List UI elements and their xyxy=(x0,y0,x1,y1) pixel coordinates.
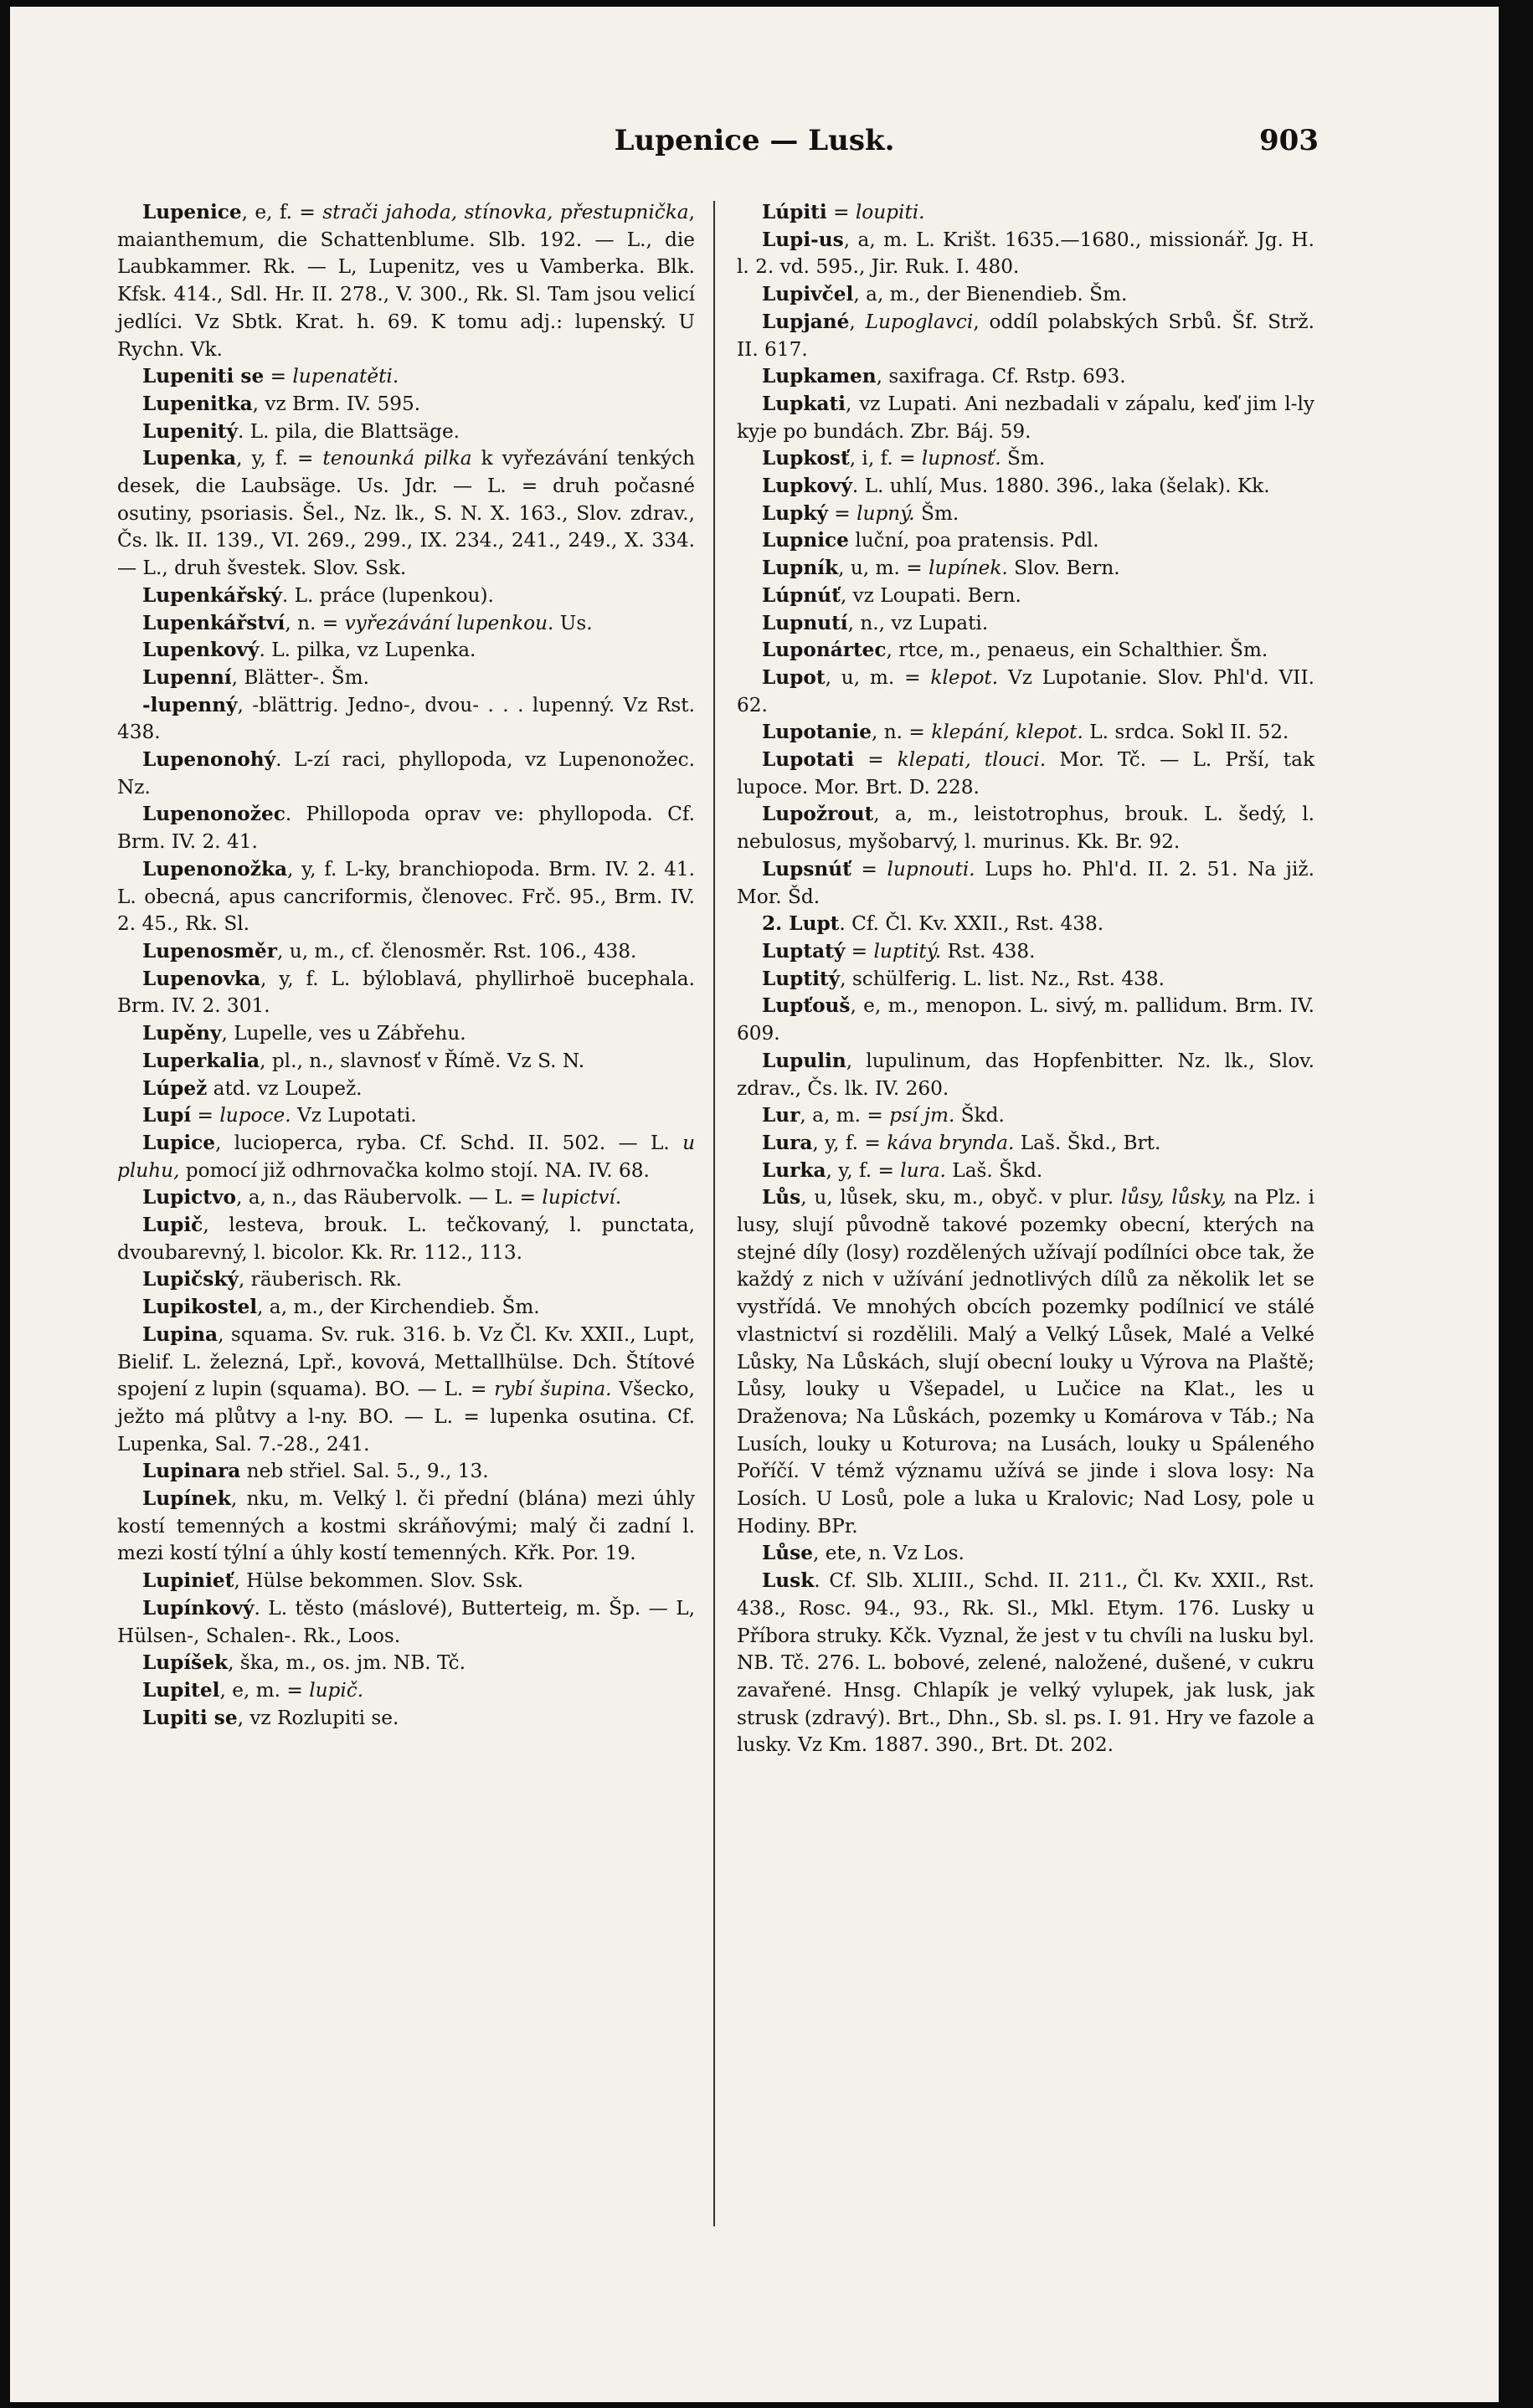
headword: Luptitý xyxy=(762,967,841,990)
entry-rest: Laš. Škd., Brt. xyxy=(1014,1131,1161,1154)
dictionary-entry xyxy=(737,363,1314,391)
entry-rest: pomocí již odhrnovačka kolmo stojí. NA. IV. 68. xyxy=(179,1158,650,1182)
entry-text: = xyxy=(851,857,887,881)
entry-italic: strači jahoda, stínovka, přestupnička xyxy=(322,201,689,223)
dictionary-entry xyxy=(117,938,695,966)
headword: Lupotati xyxy=(762,748,855,772)
entry-text: , e, m., menopon. L. sivý, m. pallidum. Brm. IV. 609. xyxy=(737,994,1314,1045)
dictionary-entry xyxy=(117,1048,695,1076)
headword: Lupenice xyxy=(142,201,242,223)
headword: Lúpnúť xyxy=(762,583,841,607)
dictionary-entry xyxy=(117,801,695,855)
dictionary-entry xyxy=(117,966,695,1020)
headword: Lupinieť xyxy=(142,1569,234,1593)
entry-text: , lucioperca, ryba. Cf. Schd. II. 502. — L. xyxy=(215,1131,683,1154)
dictionary-entry xyxy=(737,966,1314,993)
headword: Lupnutí xyxy=(762,611,848,634)
dictionary-entry xyxy=(737,501,1314,528)
entry-text: . L. pilka, vz Lupenka. xyxy=(259,639,476,662)
entry-text: , y, f. = xyxy=(812,1131,887,1154)
entry-text: . Phillopoda oprav ve: phyllopoda. Cf. Brm. IV. 2. 41. xyxy=(117,803,695,854)
dictionary-entry xyxy=(737,1184,1314,1540)
dictionary-entry xyxy=(737,719,1314,747)
headword: Lůs xyxy=(762,1186,801,1209)
headword: Lúpiti xyxy=(762,201,827,223)
entry-rest: Mor. Tč. — L. Prší, tak lupoce. Mor. Brt. D. 228. xyxy=(737,748,1314,798)
left-column xyxy=(117,199,695,1732)
dictionary-entry xyxy=(117,1486,695,1568)
headword: Lupkosť xyxy=(762,447,850,470)
dictionary-entry xyxy=(737,993,1314,1047)
entry-rest: Laš. Škd. xyxy=(945,1158,1043,1182)
running-title: Lupenice — Lusk. xyxy=(614,124,895,157)
entry-italic: klepání, klepot. xyxy=(931,721,1083,744)
dictionary-entry xyxy=(737,1130,1314,1158)
dictionary-entry xyxy=(117,1266,695,1294)
dictionary-entry xyxy=(737,1540,1314,1568)
headword: Lupkový xyxy=(762,475,852,498)
headword: Lupenkový xyxy=(142,639,260,662)
dictionary-entry xyxy=(117,637,695,665)
entry-text: , rtce, m., penaeus, ein Schalthier. Šm. xyxy=(886,639,1268,662)
headword: Lupotanie xyxy=(762,721,872,744)
dictionary-entry xyxy=(737,747,1314,801)
dictionary-entry xyxy=(737,309,1314,363)
entry-italic: Lupoglavci xyxy=(865,310,974,333)
headword: Lupiti se xyxy=(142,1706,238,1729)
entry-italic: káva brynda. xyxy=(887,1131,1015,1154)
headword: Lupikostel xyxy=(142,1296,258,1319)
entry-italic: rybí šupina. xyxy=(494,1378,612,1401)
entry-rest: Rst. 438. xyxy=(941,939,1036,963)
entry-rest: L. srdca. Sokl II. 52. xyxy=(1083,721,1289,744)
entry-italic: lupenatěti. xyxy=(292,365,399,388)
headword: Lupjané xyxy=(762,310,850,333)
dictionary-entry xyxy=(117,1184,695,1212)
dictionary-entry xyxy=(117,610,695,638)
entry-italic: vyřezávání lupenkou xyxy=(344,611,548,634)
entry-text: , Hülse bekommen. Slov. Ssk. xyxy=(234,1569,524,1593)
headword: Lupký xyxy=(762,501,828,525)
entry-text: , vz Lupati. Ani nezbadali v zápalu, keď jim l-ly kyje po bundách. Zbr. Báj. 59. xyxy=(737,392,1314,443)
running-head xyxy=(10,124,1499,174)
headword: Lupot xyxy=(762,665,826,689)
headword: Lupenkářský xyxy=(142,583,282,607)
dictionary-entry xyxy=(117,1458,695,1486)
entry-text: , Blätter-. Šm. xyxy=(231,665,369,689)
dictionary-entry xyxy=(117,1020,695,1048)
headword: Lupictvo xyxy=(142,1186,236,1209)
entry-rest: , maianthemum, die Schattenblume. Slb. 192. — L., die Laubkammer. Rk. — L, Lupenitz, ves u Vamberka. Blk. Kfsk. 414., Sdl. Hr. II. 278., V. 300., Rk. Sl. Tam jsou velicí jedlíci. Vz Sbtk. Krat. h. 69. K tomu adj.: lupenský. U Rychn. Vk. xyxy=(117,201,695,361)
headword: -lupenný xyxy=(142,693,238,716)
headword: 2. Lupt xyxy=(762,912,840,936)
dictionary-entry xyxy=(737,610,1314,638)
dictionary-entry xyxy=(737,637,1314,665)
entry-text: = xyxy=(827,501,857,525)
entry-text: , a, m. = xyxy=(800,1104,890,1127)
entry-italic: tenounká pilka xyxy=(322,447,472,470)
page-number: 903 xyxy=(1259,124,1319,157)
entry-text: , a, m., leistotrophus, brouk. L. šedý, l. nebulosus, myšobarvý, l. murinus. Kk. Br. 92. xyxy=(737,803,1314,854)
headword: Lupice xyxy=(142,1131,216,1154)
headword: Lurka xyxy=(762,1158,826,1182)
dictionary-entry xyxy=(117,363,695,391)
entry-text: , schülferig. L. list. Nz., Rst. 438. xyxy=(840,967,1165,990)
entry-italic: lupínek. xyxy=(929,557,1008,580)
headword: Lupenkářství xyxy=(142,611,286,634)
dictionary-entry xyxy=(117,1322,695,1459)
entry-text: , lupulinum, das Hopfenbitter. Nz. lk., Slov. zdrav., Čs. lk. IV. 260. xyxy=(737,1049,1314,1100)
entry-italic: lupnosť. xyxy=(921,447,1001,470)
dictionary-entry xyxy=(737,1048,1314,1102)
dictionary-entry xyxy=(737,281,1314,309)
entry-italic: lupnouti. xyxy=(887,857,975,881)
dictionary-entry xyxy=(737,555,1314,583)
entry-italic: lupný. xyxy=(857,501,915,525)
entry-rest: k vyřezávání tenkých desek, die Laubsäge. Us. Jdr. — L. = druh počasné osutiny, psoriasis. Šel., Nz. lk., S. N. X. 163., Slov. zdrav., Čs. lk. II. 139., VI. 269., 299., IX. 234., 241., 249., X. 334. — L., druh švestek. Slov. Ssk. xyxy=(117,447,696,580)
entry-text: , vz Rozlupiti se. xyxy=(237,1706,399,1729)
entry-text: , n. = xyxy=(872,721,932,744)
entry-rest: Všecko, ježto má plůtvy a l-ny. BO. — L. = lupenka osutina. Cf. Lupenka, Sal. 7.-28., 241. xyxy=(117,1378,695,1456)
entry-text: , u, m. = xyxy=(838,557,929,580)
headword: Lupitel xyxy=(142,1678,220,1702)
column-divider xyxy=(713,201,715,2226)
headword: Lupivčel xyxy=(762,283,854,306)
entry-italic: lupič. xyxy=(309,1678,364,1702)
entry-text: = xyxy=(854,748,898,772)
entry-text: , ete, n. Vz Los. xyxy=(812,1542,965,1565)
dictionary-entry xyxy=(737,801,1314,855)
entry-rest: Lups ho. Phl'd. II. 2. 51. Na již. Mor. Šd. xyxy=(737,857,1314,908)
entry-text: , xyxy=(849,310,866,333)
headword: Lupínek xyxy=(142,1487,231,1511)
entry-text: , vz Brm. IV. 595. xyxy=(252,392,421,415)
headword: Lůse xyxy=(762,1542,813,1565)
entry-italic: loupiti. xyxy=(855,201,925,223)
entry-text: , lesteva, brouk. L. tečkovaný, l. punctata, dvoubarevný, l. bicolor. Kk. Rr. 112., 113. xyxy=(117,1214,695,1264)
dictionary-entry xyxy=(117,391,695,418)
dictionary-entry xyxy=(737,665,1314,719)
dictionary-entry xyxy=(117,1076,695,1103)
entry-rest: na Plz. i lusy, slují původně takové pozemky obecní, kterých na stejné díly (losy) rozdělených užívají podílníci obce tak, že každý z nich v užívání jednotlivých dílů za několik let se vystřídá. Ve mnohých obcích pozemky podílnicí ve stálé vlastnictví si rozdělili. Malý a Velký Lůsek, Malé a Velké Lůsky, Na Lůskách, slují obecní louky u Výrova na Plaště; Lůsy, louky u Všepadel, u Lučice na Klat., les u Draženova; Na Lůskách, pozemky u Komárova v Táb.; Na Lusích, louky u Koturova; na Lusách, louky u Spáleného Poříčí. V témž významu užívá se jinde i slova losy: Na Losích. U Losů, pole a luka u Kralovic; Nad Losy, pole u Hodiny. BPr. xyxy=(737,1186,1315,1538)
entry-italic: lura. xyxy=(900,1158,946,1182)
headword: Lupenovka xyxy=(142,967,261,990)
headword: Lupenonožka xyxy=(142,857,288,881)
headword: Luponártec xyxy=(762,639,887,662)
entry-italic: psí jm. xyxy=(889,1104,955,1127)
dictionary-entry xyxy=(737,473,1314,501)
headword: Lupi-us xyxy=(762,228,844,251)
entry-rest: Vz Lupotati. xyxy=(291,1104,417,1127)
headword: Luperkalia xyxy=(142,1049,260,1072)
entry-text: , u, lůsek, sku, m., obyč. v plur. xyxy=(800,1186,1121,1209)
headword: Lupenitka xyxy=(142,392,253,415)
dictionary-entry xyxy=(737,445,1314,473)
dictionary-entry xyxy=(737,1158,1314,1185)
entry-text: , e, f. = xyxy=(241,201,323,223)
entry-text: , ška, m., os. jm. NB. Tč. xyxy=(228,1651,466,1675)
entry-text: . L-zí raci, phyllopoda, vz Lupenonožec. Nz. xyxy=(117,748,695,798)
headword: Lupeniti se xyxy=(142,365,265,388)
entry-text: . L. pila, die Blattsäge. xyxy=(237,419,460,443)
entry-text: . L. těsto (máslové), Butterteig, m. Šp. — L, Hülsen-, Schalen-. Rk., Loos. xyxy=(117,1596,695,1647)
headword: Lur xyxy=(762,1104,800,1127)
entry-text: , a, n., das Räubervolk. — L. = xyxy=(235,1186,543,1209)
headword: Lupina xyxy=(142,1322,219,1346)
entry-rest: , oddíl polabských Srbů. Šf. Strž. II. 617. xyxy=(737,310,1314,361)
entry-text: , n., vz Lupati. xyxy=(847,611,989,634)
entry-text: , e, m. = xyxy=(219,1678,310,1702)
headword: Lupsnúť xyxy=(762,857,851,881)
entry-text: . L. práce (lupenkou). xyxy=(281,583,494,607)
entry-text: . Cf. Čl. Kv. XXII., Rst. 438. xyxy=(839,912,1104,936)
headword: Lupenka xyxy=(142,447,237,470)
entry-text: = xyxy=(826,201,856,223)
headword: Lupičský xyxy=(142,1268,239,1291)
dictionary-entry xyxy=(117,199,695,363)
dictionary-entry xyxy=(117,1212,695,1266)
dictionary-entry xyxy=(737,583,1314,610)
dictionary-entry xyxy=(737,199,1314,227)
headword: Lupinara xyxy=(142,1460,241,1483)
dictionary-entry xyxy=(117,583,695,610)
entry-text: . L. uhlí, Mus. 1880. 396., laka (šelak). Kk. xyxy=(851,475,1270,498)
dictionary-entry xyxy=(117,1294,695,1322)
entry-text: , y, f. L-ky, branchiopoda. Brm. IV. 2. 41. L. obecná, apus cancriformis, členovec. Frč. 95., Brm. IV. 2. 45., Rk. Sl. xyxy=(117,857,695,936)
entry-text: , y, f. = xyxy=(826,1158,901,1182)
dictionary-entry xyxy=(117,1705,695,1733)
dictionary-entry xyxy=(117,418,695,446)
headword: Lupožrout xyxy=(762,803,874,826)
headword: Lupínkový xyxy=(142,1596,255,1620)
entry-text: , vz Loupati. Bern. xyxy=(840,583,1021,607)
entry-text: , a, m., der Bienendieb. Šm. xyxy=(853,283,1128,306)
headword: Luptatý xyxy=(762,939,846,963)
headword: Lupenní xyxy=(142,665,232,689)
headword: Lupnice xyxy=(762,529,849,552)
dictionary-entry xyxy=(117,1677,695,1705)
entry-text: , saxifraga. Cf. Rstp. 693. xyxy=(876,365,1126,388)
headword: Lupťouš xyxy=(762,994,851,1018)
dictionary-entry xyxy=(117,1102,695,1130)
entry-rest: Slov. Bern. xyxy=(1007,557,1120,580)
entry-text: , u, m. = xyxy=(825,665,931,689)
entry-text: = xyxy=(191,1104,220,1127)
entry-rest: Šm. xyxy=(1001,447,1046,470)
dictionary-page xyxy=(10,7,1499,2402)
entry-italic: luptitý. xyxy=(873,939,942,963)
dictionary-entry xyxy=(737,911,1314,938)
entry-rest: Vz Lupotanie. Slov. Phl'd. VII. 62. xyxy=(737,665,1314,716)
entry-italic: lůsy, lůsky, xyxy=(1120,1186,1227,1209)
dictionary-entry xyxy=(117,1568,695,1595)
entry-text: , squama. Sv. ruk. 316. b. Vz Čl. Kv. XXII., Lupt, Bielif. L. železná, Lpř., kovová, Mettallhülse. Dch. Štítové spojení z lupin (squama). BO. — L. = xyxy=(117,1322,695,1401)
entry-text: , a, m. L. Krišt. 1635.—1680., missionář. Jg. H. l. 2. vd. 595., Jir. Ruk. I. 480. xyxy=(737,228,1314,279)
headword: Lura xyxy=(762,1131,813,1154)
entry-rest: . Us. xyxy=(548,611,593,634)
entry-text: , -blättrig. Jedno-, dvou- . . . lupenný. Vz Rst. 438. xyxy=(117,693,695,744)
entry-text: neb střiel. Sal. 5., 9., 13. xyxy=(240,1460,489,1483)
entry-text: = xyxy=(845,939,874,963)
dictionary-entry xyxy=(117,665,695,692)
dictionary-entry xyxy=(737,856,1314,911)
entry-text: , y, f. = xyxy=(236,447,323,470)
entry-italic: u pluhu, xyxy=(117,1131,695,1182)
dictionary-entry xyxy=(117,692,695,747)
right-column xyxy=(737,199,1314,1759)
headword: Lupenonožec xyxy=(142,803,286,826)
dictionary-entry xyxy=(737,1102,1314,1130)
entry-rest: Šm. xyxy=(914,501,959,525)
headword: Lupíšek xyxy=(142,1651,229,1675)
entry-text: luční, poa pratensis. Pdl. xyxy=(848,529,1099,552)
headword: Lupenosměr xyxy=(142,939,278,963)
headword: Lusk xyxy=(762,1569,815,1593)
entry-text: . Cf. Slb. XLIII., Schd. II. 211., Čl. Kv. XXII., Rst. 438., Rosc. 94., 93., Rk. Sl., Mkl. Etym. 176. Lusky u Příbora struky. Kčk. Vyznal, že jest v tu chvíli na lusku byl. NB. Tč. 276. L. bobové, zelené, naložené, dušené, v cukru zavařené. Hnsg. Chlapík je velký vylupek, jak lusk, jak strusk (zdravý). Brt., Dhn., Sb. sl. ps. I. 91. Hry ve fazole a lusky. Vz Km. 1887. 390., Brt. Dt. 202. xyxy=(737,1569,1314,1757)
dictionary-entry xyxy=(117,1650,695,1677)
entry-text: , a, m., der Kirchendieb. Šm. xyxy=(257,1296,540,1319)
entry-italic: lupoce. xyxy=(219,1104,291,1127)
headword: Lupulin xyxy=(762,1049,846,1072)
entry-italic: klepati, tlouci. xyxy=(897,748,1047,772)
headword: Lupí xyxy=(142,1104,192,1127)
entry-text: , pl., n., slavnosť v Římě. Vz S. N. xyxy=(260,1049,585,1072)
dictionary-entry xyxy=(117,856,695,938)
dictionary-entry xyxy=(737,391,1314,445)
entry-text: , y, f. L. býloblavá, phyllirhoë bucephala. Brm. IV. 2. 301. xyxy=(117,967,695,1018)
headword: Lúpež xyxy=(142,1076,208,1100)
entry-text: , nku, m. Velký l. či přední (blána) mezi úhly kostí temenných a kostmi skráňovými; malý či zadní l. mezi kostí týlní a úhly kostí temenných. Křk. Por. 19. xyxy=(117,1487,695,1565)
dictionary-entry xyxy=(117,1130,695,1184)
entry-rest: Škd. xyxy=(954,1104,1005,1127)
headword: Lupič xyxy=(142,1214,203,1237)
dictionary-entry xyxy=(737,527,1314,555)
dictionary-entry xyxy=(117,1595,695,1650)
entry-text: , u, m., cf. členosměr. Rst. 106., 438. xyxy=(277,939,637,963)
entry-text: , räuberisch. Rk. xyxy=(238,1268,402,1291)
entry-text: , Lupelle, ves u Zábřehu. xyxy=(221,1022,466,1045)
entry-italic: lupictví. xyxy=(542,1186,622,1209)
headword: Lupěny xyxy=(142,1022,222,1045)
dictionary-entry xyxy=(117,747,695,801)
headword: Lupkati xyxy=(762,392,846,415)
dictionary-entry xyxy=(117,445,695,583)
dictionary-entry xyxy=(737,938,1314,966)
entry-italic: klepot. xyxy=(930,665,999,689)
headword: Lupenonohý xyxy=(142,748,276,772)
headword: Lupkamen xyxy=(762,365,877,388)
entry-text: = xyxy=(264,365,293,388)
dictionary-entry xyxy=(737,1568,1314,1759)
entry-text: , i, f. = xyxy=(849,447,922,470)
entry-text: atd. vz Loupež. xyxy=(207,1076,363,1100)
dictionary-entry xyxy=(737,227,1314,281)
entry-text: , n. = xyxy=(285,611,345,634)
headword: Lupenitý xyxy=(142,419,238,443)
headword: Lupník xyxy=(762,557,839,580)
